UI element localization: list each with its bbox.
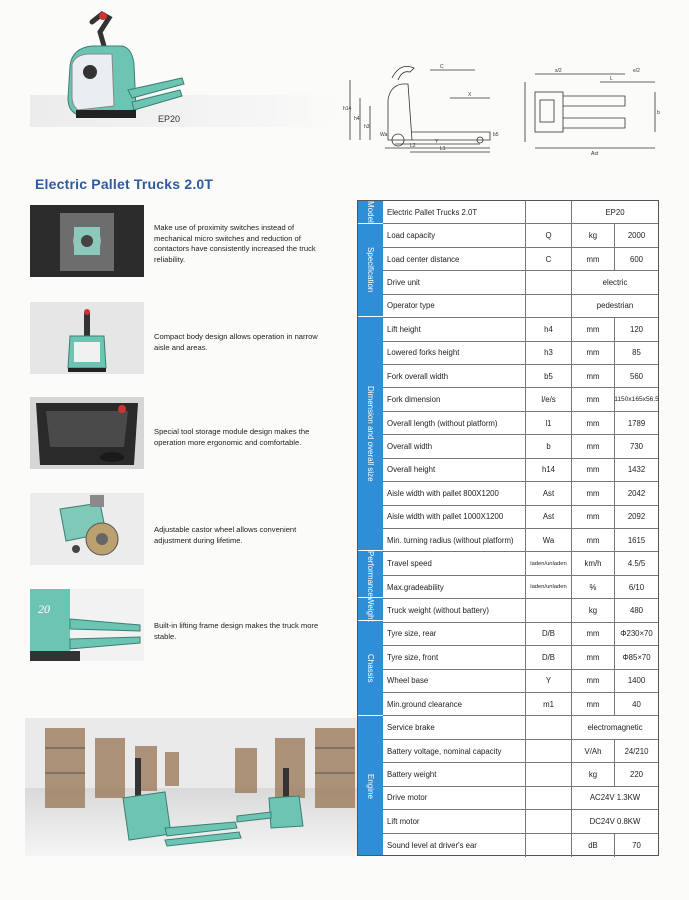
row-label: Fork dimension: [387, 395, 441, 405]
table-row: [383, 295, 658, 318]
row-symbol: h4: [525, 318, 571, 340]
row-unit: mm: [571, 693, 614, 715]
row-label: Lowered forks height: [387, 348, 460, 358]
feature-item: [30, 589, 330, 663]
warehouse-photo: [25, 718, 358, 856]
row-label: Lift motor: [387, 816, 420, 826]
row-unit: V/Ah: [571, 740, 614, 762]
feature-text: Special tool storage module design makes the operation more ergonomic and comfortable.: [154, 427, 310, 447]
row-unit: mm: [571, 670, 614, 692]
row-value: EP20: [571, 201, 658, 223]
table-row: [383, 763, 658, 786]
feature-text: Adjustable castor wheel allows convenient adjustment during lifetime.: [154, 525, 297, 545]
row-symbol: C: [525, 248, 571, 270]
row-unit: mm: [571, 365, 614, 387]
row-value: 1615: [614, 529, 658, 551]
row-value: 4.5/5: [614, 552, 658, 574]
table-row: [383, 224, 658, 247]
row-value: 560: [614, 365, 658, 387]
drawing-label-b: b: [657, 110, 660, 116]
row-symbol: Ast: [525, 506, 571, 528]
row-unit: mm: [571, 529, 614, 551]
top-view-drawing: [515, 62, 665, 157]
row-symbol: h14: [525, 459, 571, 481]
row-value: 40: [614, 693, 658, 715]
table-row: [383, 599, 658, 622]
row-unit: dB: [571, 834, 614, 857]
row-label: Operator type: [387, 301, 435, 311]
table-row: [383, 576, 658, 599]
proximity-switch-photo: [30, 205, 144, 277]
row-value: 1400: [614, 670, 658, 692]
row-value: AC24V 1.3KW: [571, 787, 658, 809]
table-row: [383, 412, 658, 435]
row-label: Fork overall width: [387, 371, 449, 381]
section-title: Electric Pallet Trucks 2.0T: [35, 176, 214, 192]
feature-item: [30, 397, 330, 471]
row-value: 1432: [614, 459, 658, 481]
row-label: Service brake: [387, 723, 435, 733]
row-label: Overall width: [387, 441, 433, 451]
group-dimension: Dimension and overall size: [358, 317, 383, 551]
drawing-label-wa: Wa: [380, 132, 388, 138]
hero-truck-image: [62, 6, 187, 124]
row-label: Overall length (without platform): [387, 418, 498, 428]
row-value: 70: [614, 834, 658, 857]
row-unit: mm: [571, 248, 614, 270]
table-row: [383, 201, 658, 224]
row-label: Tyre size, rear: [387, 629, 437, 639]
lifting-frame-photo: [30, 589, 144, 661]
drawing-label-y: Y: [435, 139, 439, 145]
drawing-label-c: C: [440, 64, 444, 70]
row-value: pedestrian: [571, 295, 658, 317]
row-value: 24/210: [614, 740, 658, 762]
compact-body-photo: [30, 302, 144, 374]
table-row: [383, 716, 658, 739]
drawing-label-s2: s/2: [555, 68, 562, 74]
table-row: [383, 318, 658, 341]
drawing-label-h3: h3: [364, 124, 370, 130]
table-row: [383, 506, 658, 529]
spec-table: [357, 200, 659, 856]
row-label: Drive unit: [387, 277, 420, 287]
row-value: 85: [614, 342, 658, 364]
row-label: Max.gradeability: [387, 582, 444, 592]
row-value: 120: [614, 318, 658, 340]
row-symbol: [525, 295, 571, 317]
drawing-label-l1: L1: [440, 146, 446, 152]
drawing-label-e2: e/2: [633, 68, 640, 74]
row-symbol: Ast: [525, 482, 571, 504]
svg-text:20: 20: [38, 602, 50, 616]
table-row: [383, 623, 658, 646]
row-unit: km/h: [571, 552, 614, 574]
row-value: Φ230×70: [614, 623, 658, 645]
group-chassis: Chassis: [358, 621, 383, 716]
row-value: 2000: [614, 224, 658, 246]
row-label: Load center distance: [387, 254, 460, 264]
row-symbol: [525, 834, 571, 857]
row-label: Min.ground clearance: [387, 699, 462, 709]
row-label: Aisle width with pallet 800X1200: [387, 488, 499, 498]
row-symbol: Y: [525, 670, 571, 692]
row-unit: mm: [571, 623, 614, 645]
row-symbol: [525, 716, 571, 738]
table-row: [383, 787, 658, 810]
drawing-label-h14: h14: [343, 106, 352, 112]
row-symbol: [525, 810, 571, 832]
row-unit: mm: [571, 646, 614, 668]
row-value: 600: [614, 248, 658, 270]
row-label: Battery voltage, nominal capacity: [387, 746, 502, 756]
drawing-label-ast: Ast: [591, 151, 599, 157]
row-unit: kg: [571, 224, 614, 246]
row-symbol: m1: [525, 693, 571, 715]
row-label: Min. turning radius (without platform): [387, 535, 514, 545]
feature-item: [30, 205, 330, 279]
row-value: 2042: [614, 482, 658, 504]
table-row: [383, 670, 658, 693]
tool-storage-photo: [30, 397, 144, 469]
row-label: Tyre size, front: [387, 652, 439, 662]
row-unit: %: [571, 576, 614, 598]
row-symbol: D/B: [525, 623, 571, 645]
group-specification: Specification: [358, 224, 383, 317]
row-unit: mm: [571, 388, 614, 410]
model-caption: EP20: [158, 114, 181, 124]
row-unit: mm: [571, 342, 614, 364]
row-unit: kg: [571, 763, 614, 785]
row-value: 1150x165x56.5: [614, 388, 658, 410]
row-symbol: [525, 787, 571, 809]
drawing-label-l: L: [610, 76, 613, 82]
row-symbol: [525, 599, 571, 621]
group-model: Model: [358, 201, 383, 224]
row-symbol: Q: [525, 224, 571, 246]
table-row: [383, 810, 658, 833]
table-row: [383, 529, 658, 552]
feature-item: [30, 493, 330, 567]
group-weight: Weight: [358, 598, 383, 621]
row-value: 220: [614, 763, 658, 785]
drawing-label-l2: L2: [410, 143, 416, 149]
row-value: 1789: [614, 412, 658, 434]
row-unit: mm: [571, 482, 614, 504]
row-label: Truck weight (without battery): [387, 605, 489, 615]
row-symbol: Wa: [525, 529, 571, 551]
row-label: Aisle width with pallet 1000X1200: [387, 512, 504, 522]
row-label: Lift height: [387, 324, 421, 334]
row-unit: mm: [571, 412, 614, 434]
table-row: [383, 482, 658, 505]
table-row: [383, 365, 658, 388]
drawing-label-x: X: [468, 92, 472, 98]
table-row: [383, 388, 658, 411]
row-symbol: [525, 740, 571, 762]
table-row: [383, 834, 658, 857]
row-label: Wheel base: [387, 676, 429, 686]
row-value: electromagnetic: [571, 716, 658, 738]
row-unit: mm: [571, 459, 614, 481]
feature-item: [30, 302, 330, 376]
table-row: [383, 342, 658, 365]
row-symbol: [525, 201, 614, 223]
row-label: Drive motor: [387, 793, 428, 803]
row-label: Load capacity: [387, 231, 436, 241]
row-unit: mm: [571, 506, 614, 528]
table-row: [383, 740, 658, 763]
row-symbol: D/B: [525, 646, 571, 668]
row-symbol: l1: [525, 412, 571, 434]
table-row: [383, 435, 658, 458]
row-symbol: laden/unladen: [525, 552, 571, 574]
feature-text: Make use of proximity switches instead of mechanical micro switches and reduction of contactors have consistently increased the truck reliability.: [154, 223, 316, 264]
feature-text: Compact body design allows operation in narrow aisle and areas.: [154, 332, 318, 352]
table-row: [383, 271, 658, 294]
row-value: DC24V 0.8KW: [571, 810, 658, 832]
table-row: [383, 693, 658, 716]
row-symbol: [525, 763, 571, 785]
row-value: Φ85×70: [614, 646, 658, 668]
row-value: 6/10: [614, 576, 658, 598]
table-row: [383, 248, 658, 271]
row-symbol: [525, 271, 571, 293]
row-label: Overall height: [387, 465, 436, 475]
drawing-label-h4: h4: [354, 116, 360, 122]
row-unit: mm: [571, 435, 614, 457]
row-unit: kg: [571, 599, 614, 621]
row-value: electric: [571, 271, 658, 293]
row-symbol: l/e/s: [525, 388, 571, 410]
row-label: Sound level at driver's ear: [387, 840, 477, 850]
row-value: 480: [614, 599, 658, 621]
table-row: [383, 646, 658, 669]
row-symbol: laden/unladen: [525, 576, 571, 598]
row-value: 730: [614, 435, 658, 457]
group-engine: Engine: [366, 774, 375, 799]
group-performance: Performance: [358, 551, 383, 598]
table-row: [383, 459, 658, 482]
side-view-drawing: [340, 40, 510, 155]
row-label: Battery weight: [387, 769, 437, 779]
row-label: Travel speed: [387, 559, 432, 569]
row-unit: mm: [571, 318, 614, 340]
table-row: [383, 552, 658, 575]
row-symbol: b: [525, 435, 571, 457]
row-symbol: b5: [525, 365, 571, 387]
row-symbol: h3: [525, 342, 571, 364]
castor-wheel-photo: [30, 493, 144, 565]
row-label: Electric Pallet Trucks 2.0T: [387, 207, 478, 217]
drawing-label-b5: b5: [493, 132, 499, 138]
row-value: 2092: [614, 506, 658, 528]
feature-text: Built-in lifting frame design makes the truck more stable.: [154, 621, 319, 641]
